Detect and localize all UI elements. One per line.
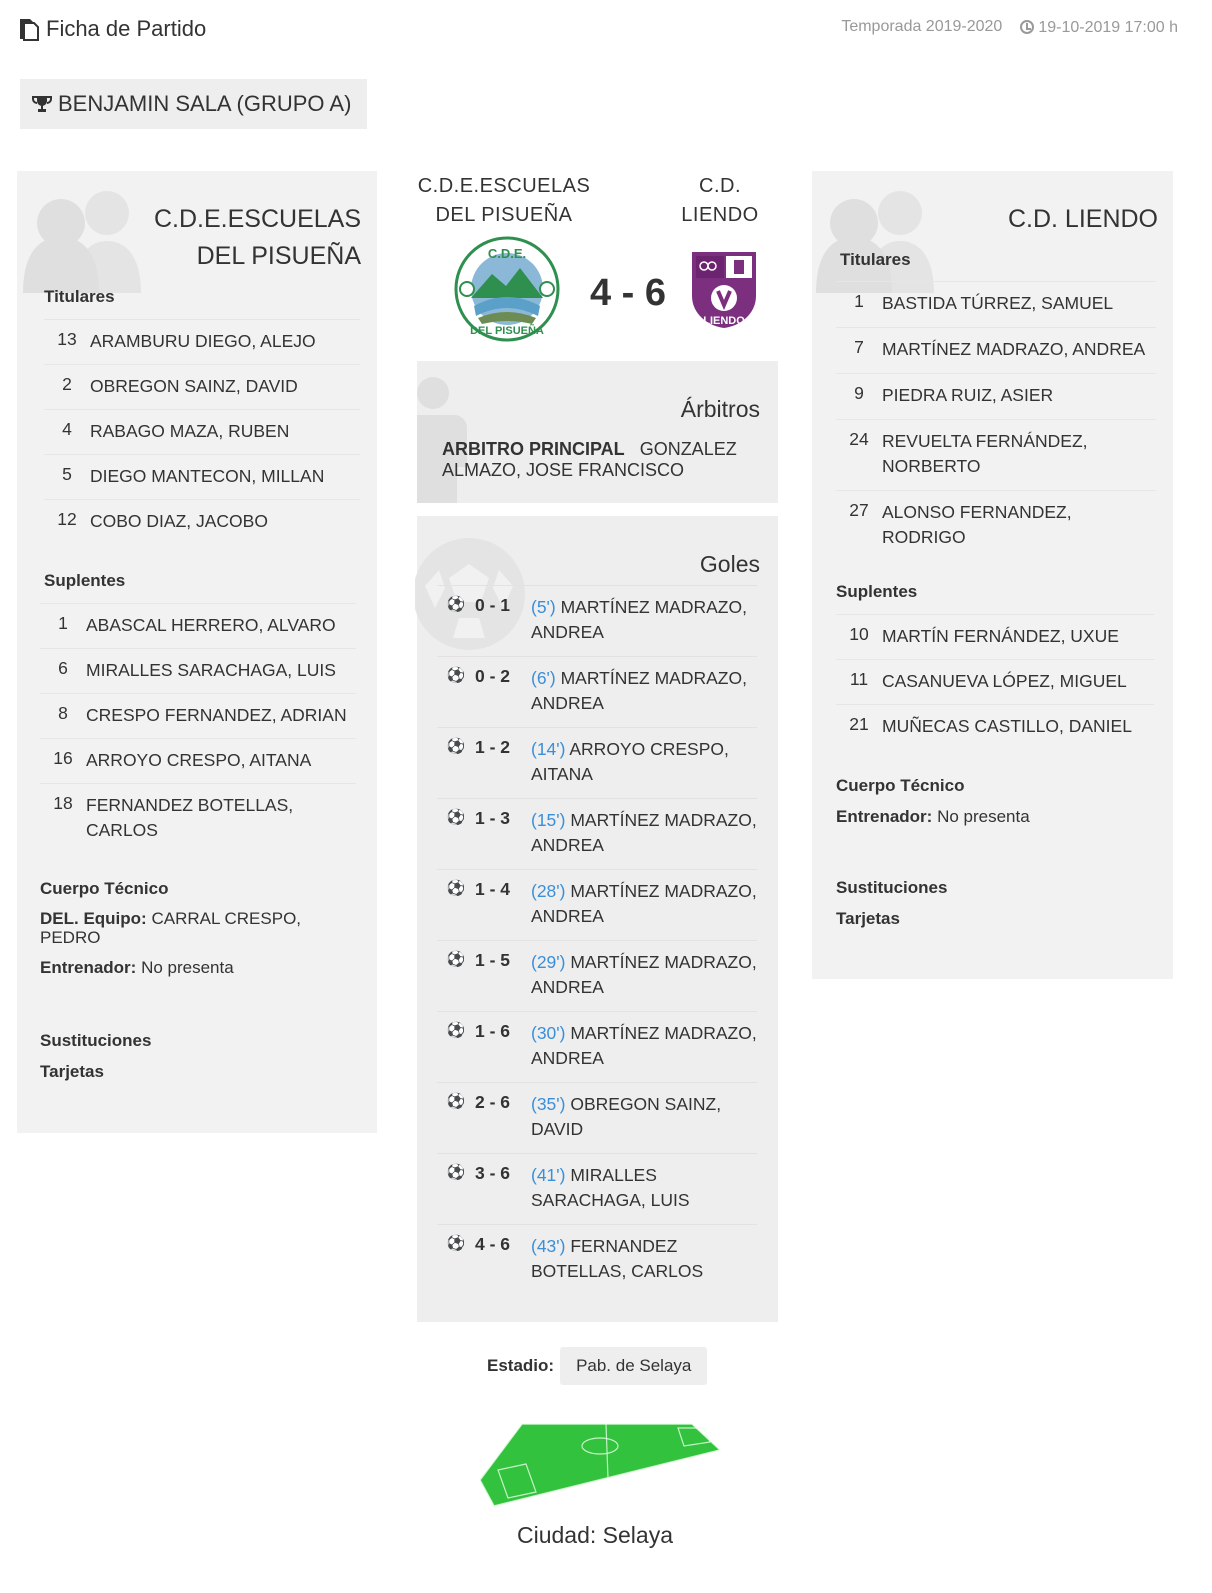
player-number: 1	[854, 291, 864, 311]
goal-scorer[interactable]: MARTÍNEZ MADRAZO, ANDREA	[531, 810, 757, 855]
goal-minute: (30')	[531, 1023, 566, 1043]
home-substitutions-heading: Sustituciones	[40, 1031, 152, 1050]
player-name: BASTIDA TÚRREZ, SAMUEL	[882, 293, 1114, 313]
center-home-line1: C.D.E.ESCUELAS	[417, 175, 591, 197]
player-name: COBO DIAZ, JACOBO	[90, 511, 268, 531]
pitch-icon	[478, 1420, 722, 1508]
goals-list	[437, 585, 757, 1295]
ball-icon: ⚽	[446, 880, 466, 897]
away-team-name: C.D. LIENDO	[1007, 205, 1158, 233]
ball-icon: ⚽	[446, 951, 466, 968]
player-number: 1	[58, 613, 68, 633]
player-row[interactable]	[44, 499, 360, 544]
player-name: OBREGON SAINZ, DAVID	[90, 376, 298, 396]
goal-row	[437, 1224, 757, 1295]
delegate-name: CARRAL CRESPO, PEDRO	[40, 909, 302, 947]
goal-minute: (29')	[531, 952, 566, 972]
ball-icon: ⚽	[446, 1093, 466, 1110]
player-number: 5	[62, 464, 72, 484]
away-starters-list	[836, 281, 1156, 561]
city-label: Ciudad: Selaya	[517, 1522, 673, 1548]
goal-row	[437, 656, 757, 727]
center-home-name	[405, 172, 603, 230]
home-staff	[40, 878, 340, 979]
ball-icon: ⚽	[446, 738, 466, 755]
goal-detail	[531, 1092, 757, 1142]
goal-scorer[interactable]: MARTÍNEZ MADRAZO, ANDREA	[531, 952, 757, 997]
clock-icon	[1020, 20, 1034, 34]
player-row[interactable]	[40, 738, 356, 783]
player-name: FERNANDEZ BOTELLAS, CARLOS	[86, 795, 294, 840]
goal-score: 3 - 6	[475, 1163, 511, 1183]
goal-detail	[531, 595, 757, 645]
goal-score: 4 - 6	[475, 1234, 511, 1254]
goal-scorer[interactable]: MARTÍNEZ MADRAZO, ANDREA	[531, 1023, 757, 1068]
goal-detail	[531, 1021, 757, 1071]
center-away-line2: LIENDO	[681, 204, 759, 226]
player-row[interactable]	[836, 704, 1154, 749]
ball-icon: ⚽	[446, 667, 466, 684]
home-crest-bottom-text: DEL PISUEÑA	[470, 325, 544, 337]
player-number: 4	[62, 419, 72, 439]
away-staff-heading: Cuerpo Técnico	[836, 776, 965, 795]
goal-row	[437, 869, 757, 940]
home-starters-list	[44, 319, 360, 544]
referees-panel	[417, 361, 778, 503]
player-name: ARAMBURU DIEGO, ALEJO	[90, 331, 316, 351]
ball-icon: ⚽	[446, 809, 466, 826]
goal-minute: (15')	[531, 810, 566, 830]
player-row[interactable]	[836, 373, 1156, 419]
player-row[interactable]	[836, 614, 1154, 659]
goal-detail	[531, 737, 757, 787]
away-subs-list	[836, 614, 1154, 749]
season-label: Temporada 2019-2020	[841, 18, 1003, 35]
goal-scorer[interactable]: FERNANDEZ BOTELLAS, CARLOS	[531, 1236, 704, 1281]
player-row[interactable]	[836, 659, 1154, 704]
center-away-name	[670, 172, 770, 230]
home-team-name: C.D.E.ESCUELAS DEL PISUEÑA	[153, 205, 361, 270]
top-bar	[18, 14, 1178, 46]
goal-detail	[531, 1234, 757, 1284]
team-silhouette-icon	[812, 183, 936, 293]
goal-minute: (14')	[531, 739, 566, 759]
player-number: 12	[57, 509, 77, 529]
away-subs-heading: Suplentes	[836, 582, 918, 601]
player-row[interactable]	[40, 693, 356, 738]
player-row[interactable]	[836, 419, 1156, 490]
referees-heading: Árbitros	[680, 396, 760, 422]
goal-minute: (43')	[531, 1236, 566, 1256]
match-meta	[841, 18, 1178, 37]
goal-score: 1 - 4	[475, 879, 511, 899]
player-number: 13	[57, 329, 77, 349]
goal-score: 2 - 6	[475, 1092, 511, 1112]
ball-icon: ⚽	[446, 1022, 466, 1039]
coach-label: Entrenador:	[836, 807, 933, 826]
goal-row	[437, 585, 757, 656]
goal-row	[437, 1153, 757, 1224]
player-number: 2	[62, 374, 72, 394]
goal-detail	[531, 1163, 757, 1213]
referee-main	[442, 439, 762, 481]
goal-detail	[531, 666, 757, 716]
player-name: PIEDRA RUIZ, ASIER	[882, 385, 1054, 405]
player-name: ARROYO CRESPO, AITANA	[86, 750, 312, 770]
page-title	[18, 16, 206, 42]
player-row[interactable]	[836, 327, 1156, 373]
player-number: 16	[53, 748, 73, 768]
player-name: ABASCAL HERRERO, ALVARO	[86, 615, 336, 635]
player-number: 10	[849, 624, 869, 644]
player-row[interactable]	[40, 783, 356, 853]
player-row[interactable]	[836, 281, 1156, 327]
ball-icon: ⚽	[446, 596, 466, 613]
home-cards-heading: Tarjetas	[40, 1062, 104, 1081]
goal-score: 1 - 3	[475, 808, 511, 828]
delegate-label: DEL. Equipo:	[40, 909, 147, 928]
player-row[interactable]	[44, 454, 360, 499]
away-staff	[836, 775, 1146, 828]
goal-row	[437, 798, 757, 869]
player-number: 11	[849, 669, 869, 689]
page-title-text: Ficha de Partido	[46, 16, 207, 41]
home-delegate	[40, 909, 340, 947]
goal-row	[437, 940, 757, 1011]
player-name: RABAGO MAZA, RUBEN	[90, 421, 290, 441]
goal-minute: (41')	[531, 1165, 566, 1185]
player-number: 9	[854, 383, 864, 403]
document-icon	[18, 17, 40, 41]
player-name: REVUELTA FERNÁNDEZ, NORBERTO	[882, 431, 1088, 476]
player-name: MARTÍNEZ MADRAZO, ANDREA	[882, 339, 1146, 359]
home-coach	[40, 957, 340, 979]
goal-detail	[531, 950, 757, 1000]
coach-name: No presenta	[141, 958, 234, 977]
goal-scorer[interactable]: MARTÍNEZ MADRAZO, ANDREA	[531, 668, 747, 713]
away-cards-heading: Tarjetas	[836, 909, 900, 928]
goal-score: 1 - 5	[475, 950, 511, 970]
referee-role: ARBITRO PRINCIPAL	[442, 439, 625, 459]
home-staff-heading: Cuerpo Técnico	[40, 879, 169, 898]
player-number: 27	[849, 500, 869, 520]
ball-icon: ⚽	[446, 1235, 466, 1252]
home-team-crest[interactable]	[454, 236, 560, 342]
goal-row	[437, 727, 757, 798]
goal-minute: (5')	[531, 597, 556, 617]
goal-scorer[interactable]: MARTÍNEZ MADRAZO, ANDREA	[531, 881, 757, 926]
player-row[interactable]	[44, 364, 360, 409]
goals-panel	[417, 516, 778, 1322]
coach-name: No presenta	[937, 807, 1030, 826]
goal-scorer[interactable]: MIRALLES SARACHAGA, LUIS	[531, 1165, 690, 1210]
goal-scorer[interactable]: OBREGON SAINZ, DAVID	[531, 1094, 722, 1139]
ball-icon: ⚽	[446, 1164, 466, 1181]
player-row[interactable]	[40, 603, 356, 648]
away-substitutions-heading: Sustituciones	[836, 878, 948, 897]
player-row[interactable]	[44, 319, 360, 364]
stadium-label: Estadio:	[487, 1356, 555, 1375]
player-name: ALONSO FERNANDEZ, RODRIGO	[882, 502, 1072, 547]
away-team-panel	[812, 171, 1173, 979]
away-team-crest[interactable]	[690, 250, 758, 330]
player-name: MARTÍN FERNÁNDEZ, UXUE	[882, 626, 1119, 646]
player-number: 6	[58, 658, 68, 678]
goal-minute: (6')	[531, 668, 556, 688]
away-coach	[836, 806, 1146, 828]
player-name: CRESPO FERNANDEZ, ADRIAN	[86, 705, 347, 725]
datetime-text: 19-10-2019 17:00 h	[1038, 19, 1178, 36]
goal-score: 0 - 2	[475, 666, 511, 686]
player-number: 8	[58, 703, 68, 723]
player-row[interactable]	[836, 490, 1156, 561]
trophy-icon	[32, 95, 52, 113]
goal-minute: (28')	[531, 881, 566, 901]
match-datetime	[1020, 18, 1178, 37]
player-number: 24	[849, 429, 869, 449]
goal-detail	[531, 808, 757, 858]
home-crest-top-text: C.D.E.	[487, 246, 527, 261]
goal-score: 0 - 1	[475, 595, 511, 615]
player-name: MIRALLES SARACHAGA, LUIS	[86, 660, 336, 680]
center-home-line2: DEL PISUEÑA	[435, 204, 573, 226]
goal-scorer[interactable]: ARROYO CRESPO, AITANA	[531, 739, 729, 784]
goal-row	[437, 1082, 757, 1153]
home-subs-list	[40, 603, 356, 853]
stadium-name[interactable]: Pab. de Selaya	[560, 1347, 707, 1385]
competition-name: BENJAMIN SALA (GRUPO A)	[58, 91, 352, 116]
player-number: 18	[53, 793, 73, 813]
home-starters-heading: Titulares	[44, 287, 115, 306]
goal-row	[437, 1011, 757, 1082]
referee-name: GONZALEZ ALMAZO, JOSE FRANCISCO	[442, 439, 737, 480]
final-score: 4 - 6	[589, 272, 667, 314]
player-row[interactable]	[40, 648, 356, 693]
away-starters-heading: Titulares	[840, 250, 911, 269]
player-number: 7	[854, 337, 864, 357]
away-crest-text: LIENDO	[703, 315, 745, 327]
player-name: MUÑECAS CASTILLO, DANIEL	[882, 716, 1132, 736]
stadium-info	[487, 1347, 707, 1385]
goal-minute: (35')	[531, 1094, 566, 1114]
player-name: DIEGO MANTECON, MILLAN	[90, 466, 325, 486]
goal-score: 1 - 2	[475, 737, 511, 757]
competition-badge[interactable]	[20, 79, 367, 129]
player-number: 21	[849, 714, 869, 734]
goals-heading: Goles	[699, 551, 760, 577]
goal-score: 1 - 6	[475, 1021, 511, 1041]
coach-label: Entrenador:	[40, 958, 137, 977]
center-away-line1: C.D.	[699, 175, 741, 197]
goal-detail	[531, 879, 757, 929]
player-name: CASANUEVA LÓPEZ, MIGUEL	[882, 671, 1127, 691]
player-row[interactable]	[44, 409, 360, 454]
home-subs-heading: Suplentes	[44, 571, 126, 590]
goal-scorer[interactable]: MARTÍNEZ MADRAZO, ANDREA	[531, 597, 747, 642]
